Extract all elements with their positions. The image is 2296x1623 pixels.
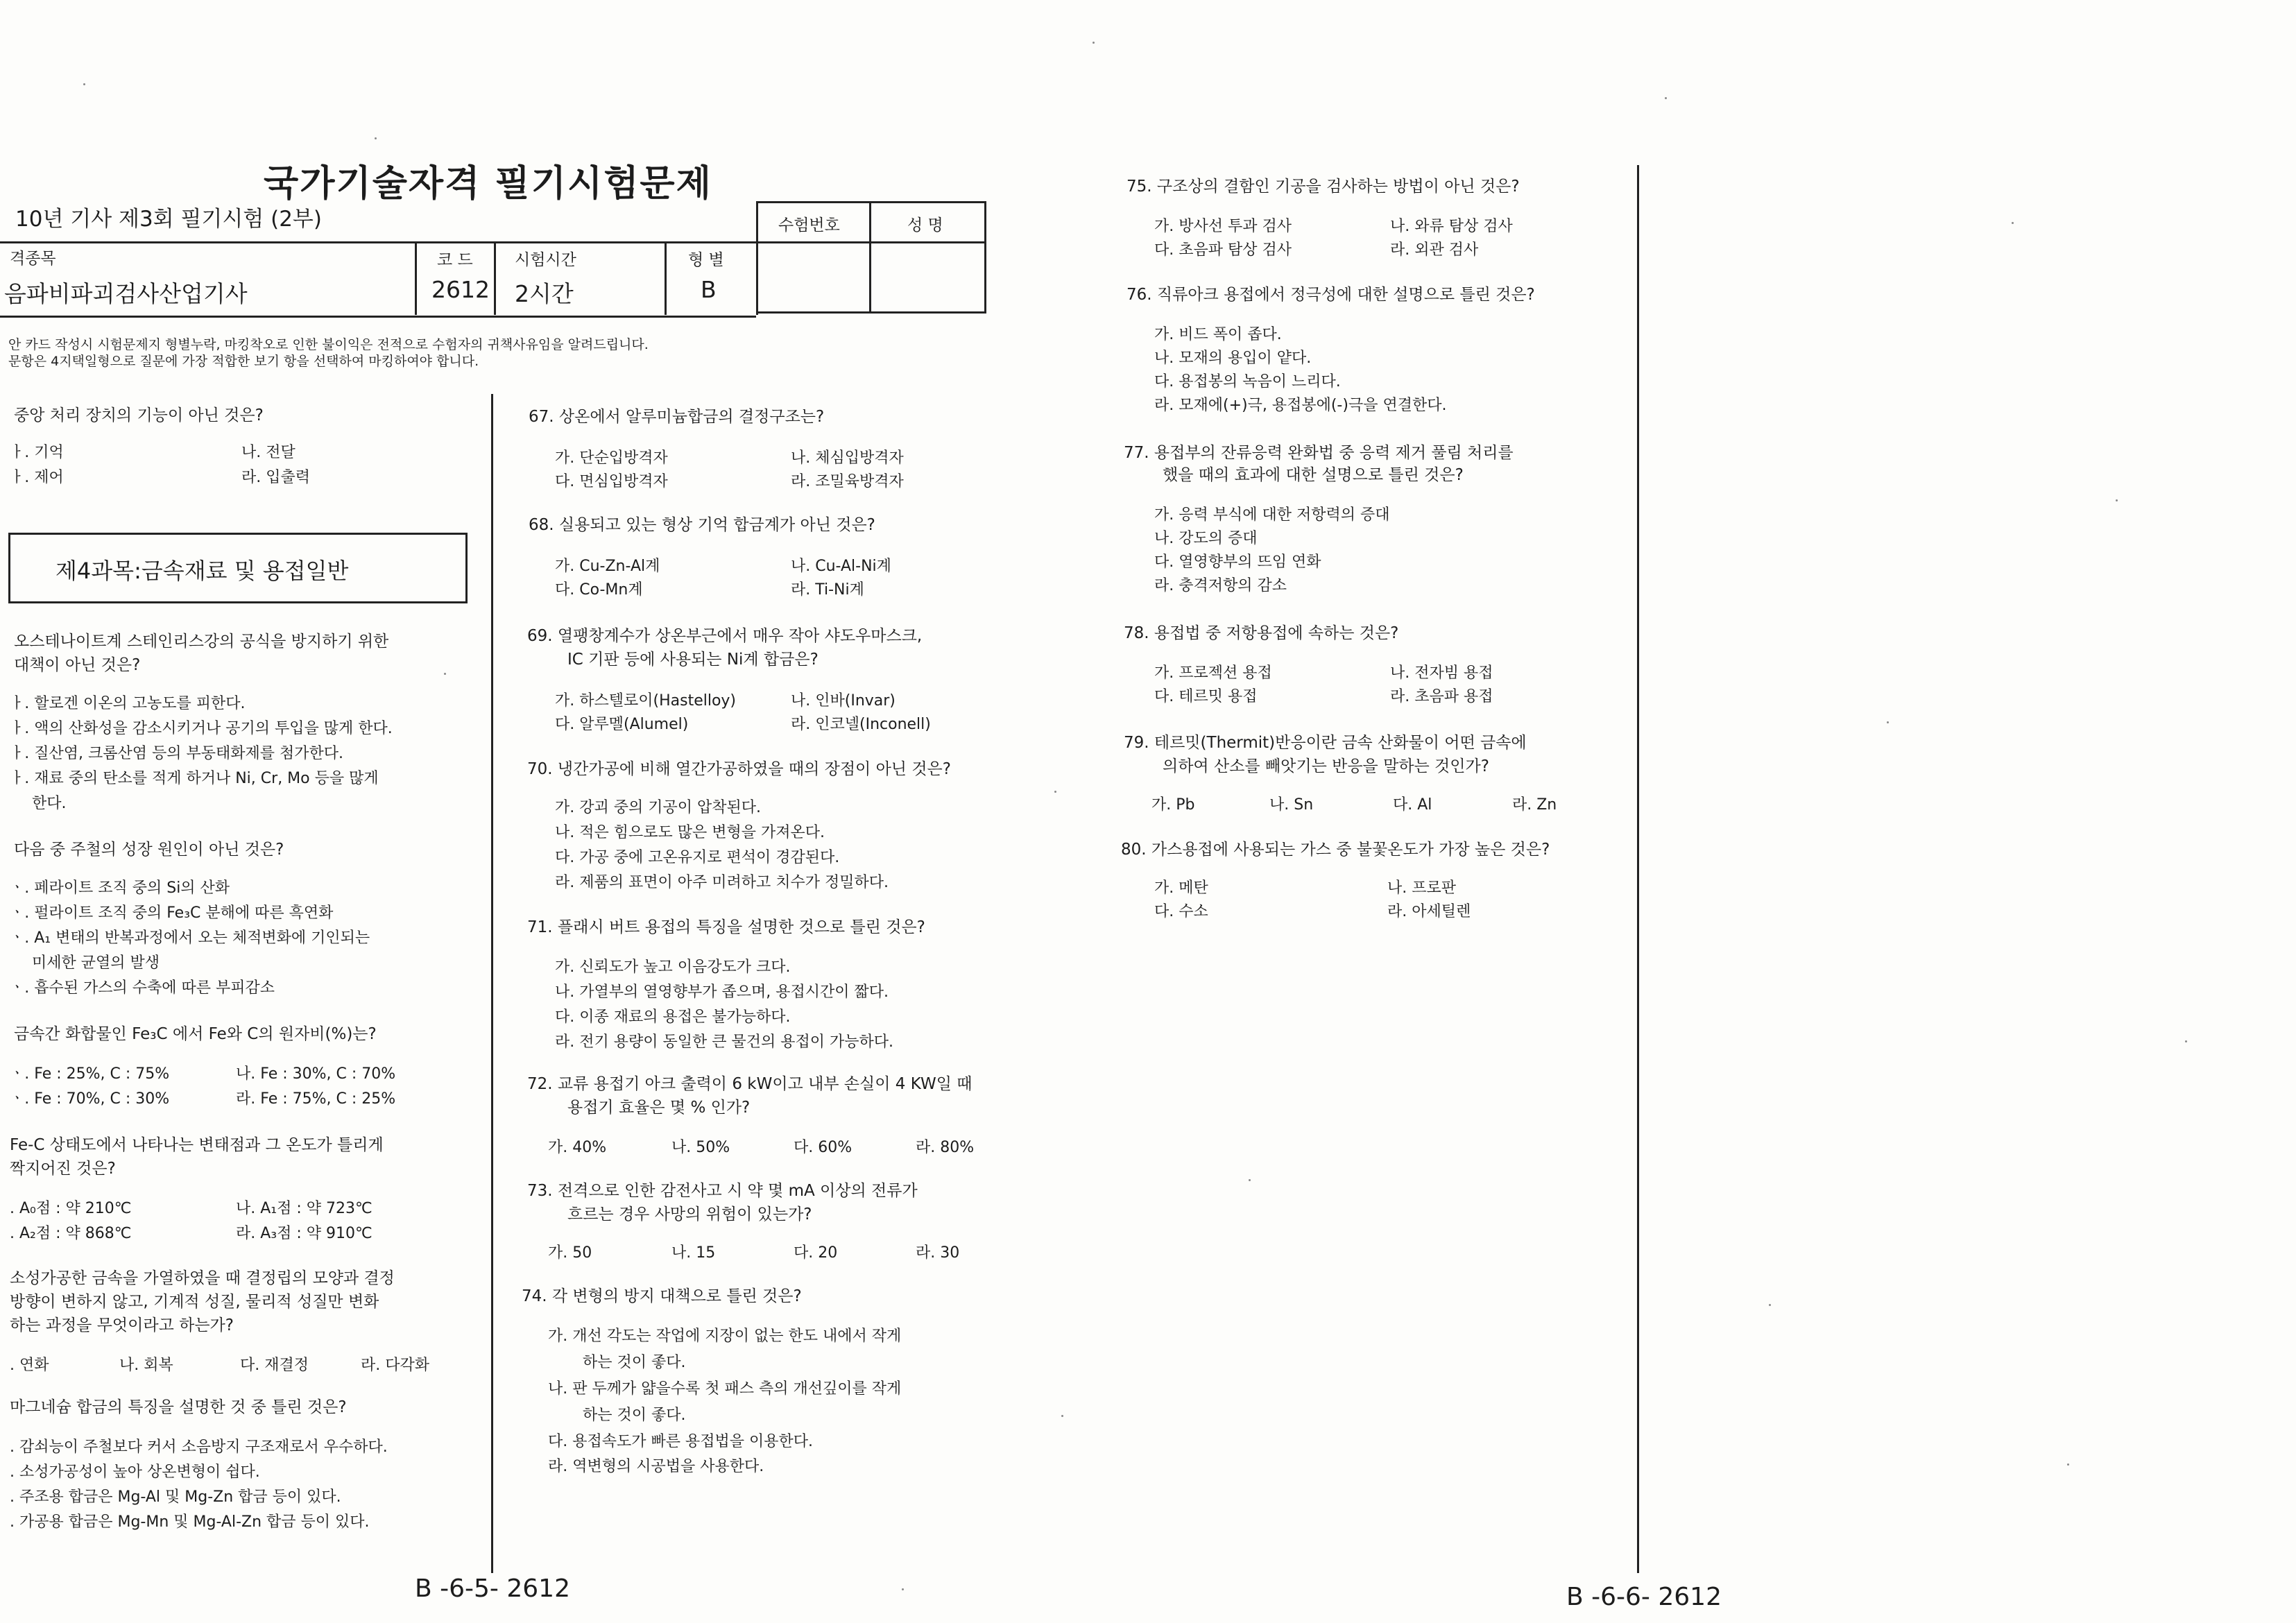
q67-option-1: 가. 단순입방격자 (555, 449, 668, 467)
q71-option-4: 라. 전기 용량이 동일한 큰 물건의 용접이 가능하다. (555, 1033, 893, 1051)
page-footer-left: B -6-5- 2612 (415, 1574, 570, 1603)
q64-option-1: . A₀점 : 약 210℃ (10, 1200, 132, 1217)
question-71: 71. 플래시 버트 용접의 특징을 설명한 것으로 틀린 것은? (527, 918, 925, 936)
q68-option-2: 나. Cu-Al-Ni계 (791, 558, 891, 575)
q63-option-4: 라. Fe : 75%, C : 25% (236, 1090, 396, 1108)
question-77-line1: 77. 용접부의 잔류응력 완화법 중 응력 제거 풀림 처리를 (1124, 444, 1514, 462)
q77-option-4: 라. 충격저항의 감소 (1154, 577, 1287, 594)
question-75: 75. 구조상의 결함인 기공을 검사하는 방법이 아닌 것은? (1126, 178, 1520, 196)
q70-option-4: 라. 제품의 표면이 아주 미려하고 치수가 정밀하다. (555, 874, 889, 891)
question-65-line2: 방향이 변하지 않고, 기계적 성질, 물리적 성질만 변화 (10, 1293, 379, 1311)
question-72-line2: 용접기 효율은 몇 % 인가? (567, 1099, 751, 1117)
q72-option-4: 라. 80% (916, 1139, 975, 1156)
q64-option-2: 나. A₁점 : 약 723℃ (236, 1200, 372, 1217)
type-value: B (701, 276, 717, 303)
question-70: 70. 냉간가공에 비해 열간가공하였을 때의 장점이 아닌 것은? (527, 760, 951, 778)
q70-option-1: 가. 강괴 중의 기공이 압착된다. (555, 799, 761, 816)
q72-option-2: 나. 50% (671, 1139, 730, 1156)
q74-option-3: 다. 용접속도가 빠른 용접법을 이용한다. (548, 1433, 813, 1450)
q68-option-3: 다. Co-Mn계 (555, 581, 643, 599)
q78-option-4: 라. 초음파 용접 (1390, 688, 1493, 705)
q61-option-4: ㅏ. 재료 중의 탄소를 적게 하거나 Ni, Cr, Mo 등을 많게 (10, 770, 379, 787)
q61-option-2: ㅏ. 액의 산화성을 감소시키거나 공기의 투입을 많게 한다. (10, 720, 393, 737)
q79-option-1: 가. Pb (1151, 796, 1195, 814)
q74-option-2b: 하는 것이 좋다. (583, 1407, 686, 1424)
q79-option-3: 다. Al (1393, 796, 1432, 814)
exam-subtitle: 10년 기사 제3회 필기시험 (2부) (15, 207, 322, 232)
question-0: 중앙 처리 장치의 기능이 아닌 것은? (14, 406, 264, 424)
q71-option-1: 가. 신뢰도가 높고 이음강도가 크다. (555, 959, 791, 976)
code-label: 코 드 (437, 251, 473, 269)
exam-number-label: 수험번호 (778, 216, 840, 234)
q71-option-3: 다. 이종 재료의 용접은 불가능하다. (555, 1008, 791, 1026)
q77-option-3: 다. 열영향부의 뜨임 연화 (1154, 553, 1321, 571)
q75-option-2: 나. 와류 탐상 검사 (1390, 218, 1513, 235)
q73-option-2: 나. 15 (671, 1244, 716, 1262)
question-73-line1: 73. 전격으로 인한 감전사고 시 약 몇 mA 이상의 전류가 (527, 1182, 918, 1200)
q78-option-3: 다. 테르밋 용접 (1154, 688, 1258, 705)
q80-option-2: 나. 프로판 (1387, 879, 1456, 897)
q69-option-3: 다. 알루멜(Alumel) (555, 716, 689, 733)
notice-1: 안 카드 작성시 시험문제지 형별누락, 마킹착오로 인한 불이익은 전적으로 수험자의 귀책사유임을 알려드립니다. (8, 337, 649, 352)
q64-option-4: 라. A₃점 : 약 910℃ (236, 1225, 372, 1242)
q62-option-1: ㆍ. 페라이트 조직 중의 Si의 산화 (10, 879, 230, 897)
question-73-line2: 흐르는 경우 사망의 위험이 있는가? (567, 1205, 812, 1223)
q73-option-4: 라. 30 (916, 1244, 960, 1262)
question-74: 74. 각 변형의 방지 대책으로 틀린 것은? (522, 1287, 802, 1305)
field-value: 음파비파괴검사산업기사 (4, 280, 248, 307)
q72-option-3: 다. 60% (794, 1139, 853, 1156)
question-77-line2: 했을 때의 효과에 대한 설명으로 틀린 것은? (1163, 466, 1464, 484)
q66-option-1: . 감쇠능이 주철보다 커서 소음방지 구조재로서 우수하다. (10, 1439, 388, 1456)
question-64-line1: Fe-C 상태도에서 나타나는 변태점과 그 온도가 틀리게 (10, 1136, 384, 1154)
question-61-line2: 대책이 아닌 것은? (14, 656, 141, 674)
q78-option-2: 나. 전자빔 용접 (1390, 664, 1493, 682)
q61-option-3: ㅏ. 질산염, 크롬산염 등의 부동태화제를 첨가한다. (10, 745, 343, 762)
question-72-line1: 72. 교류 용접기 아크 출력이 6 kW이고 내부 손실이 4 KW일 때 (527, 1075, 973, 1093)
question-80: 80. 가스용접에 사용되는 가스 중 불꽃온도가 가장 높은 것은? (1121, 841, 1550, 859)
q69-option-4: 라. 인코넬(Inconell) (791, 716, 931, 733)
q78-option-1: 가. 프로젝션 용접 (1154, 664, 1272, 682)
q65-option-2: 나. 회복 (119, 1357, 173, 1374)
question-69-line1: 69. 열팽창계수가 상온부근에서 매우 작아 샤도우마스크, (527, 627, 923, 645)
q75-option-1: 가. 방사선 투과 검사 (1154, 218, 1292, 235)
q77-option-1: 가. 응력 부식에 대한 저항력의 증대 (1154, 506, 1390, 524)
question-66: 마그네슘 합금의 특징을 설명한 것 중 틀린 것은? (10, 1398, 347, 1416)
q76-option-1: 가. 비드 폭이 좁다. (1154, 326, 1282, 343)
q79-option-4: 라. Zn (1512, 796, 1557, 814)
q62-option-3b: 미세한 균열의 발생 (32, 954, 160, 972)
q67-option-2: 나. 체심입방격자 (791, 449, 904, 467)
question-76: 76. 직류아크 용접에서 정극성에 대한 설명으로 틀린 것은? (1126, 286, 1535, 304)
q62-option-4: ㆍ. 흡수된 가스의 수축에 따른 부피감소 (10, 979, 275, 997)
q66-option-2: . 소성가공성이 높아 상온변형이 쉽다. (10, 1463, 260, 1481)
q79-option-2: 나. Sn (1269, 796, 1314, 814)
question-64-line2: 짝지어진 것은? (10, 1160, 116, 1178)
time-value: 2시간 (515, 280, 574, 307)
name-label: 성 명 (907, 216, 943, 234)
q77-option-2: 나. 강도의 증대 (1154, 530, 1258, 547)
q66-option-3: . 주조용 합금은 Mg-Al 및 Mg-Zn 합금 등이 있다. (10, 1488, 341, 1506)
q63-option-2: 나. Fe : 30%, C : 70% (236, 1065, 396, 1083)
q0-option-2: 나. 전달 (241, 444, 295, 461)
q62-option-2: ㆍ. 펄라이트 조직 중의 Fe₃C 분해에 따른 흑연화 (10, 904, 334, 922)
q75-option-4: 라. 외관 검사 (1390, 241, 1479, 259)
question-65-line3: 하는 과정을 무엇이라고 하는가? (10, 1316, 234, 1334)
notice-2: 문항은 4지택일형으로 질문에 가장 적합한 보기 항을 선택하여 마킹하여야 합니다. (8, 354, 479, 369)
q67-option-4: 라. 조밀육방격자 (791, 473, 904, 490)
q0-option-1: ㅏ. 기억 (10, 444, 64, 461)
q76-option-2: 나. 모재의 용입이 얕다. (1154, 350, 1312, 367)
question-68: 68. 실용되고 있는 형상 기억 합금계가 아닌 것은? (529, 516, 875, 534)
q74-option-1: 가. 개선 각도는 작업에 지장이 없는 한도 내에서 작게 (548, 1328, 902, 1345)
q65-option-4: 라. 다각화 (361, 1357, 429, 1374)
question-65-line1: 소성가공한 금속을 가열하였을 때 결정립의 모양과 결정 (10, 1269, 395, 1287)
question-61-line1: 오스테나이트계 스테인리스강의 공식을 방지하기 위한 (14, 633, 389, 651)
q65-option-1: . 연화 (10, 1357, 49, 1374)
q63-option-3: ㆍ. Fe : 70%, C : 30% (10, 1090, 170, 1108)
q69-option-1: 가. 하스텔로이(Hastelloy) (555, 692, 737, 710)
q67-option-3: 다. 면심입방격자 (555, 473, 668, 490)
field-label: 격종목 (10, 250, 56, 268)
question-79-line1: 79. 테르밋(Thermit)반응이란 금속 산화물이 어떤 금속에 (1124, 734, 1527, 752)
type-label: 형 별 (688, 251, 724, 269)
q74-option-2: 나. 판 두께가 얇을수록 첫 패스 측의 개선깊이를 작게 (548, 1380, 902, 1398)
q68-option-4: 라. Ti-Ni계 (791, 581, 864, 599)
q80-option-1: 가. 메탄 (1154, 879, 1208, 897)
page-footer-right: B -6-6- 2612 (1566, 1583, 1722, 1611)
question-78: 78. 용접법 중 저항용접에 속하는 것은? (1124, 624, 1399, 642)
q65-option-3: 다. 재결정 (240, 1357, 309, 1374)
q0-option-4: 라. 입출력 (241, 469, 310, 486)
q71-option-2: 나. 가열부의 열영향부가 좁으며, 용접시간이 짧다. (555, 984, 889, 1001)
question-67: 67. 상온에서 알루미늄합금의 결정구조는? (529, 408, 825, 426)
q63-option-1: ㆍ. Fe : 25%, C : 75% (10, 1065, 170, 1083)
q80-option-3: 다. 수소 (1154, 903, 1208, 920)
q70-option-2: 나. 적은 힘으로도 많은 변형을 가져온다. (555, 824, 825, 841)
page-title: 국가기술자격 필기시험문제 (264, 163, 712, 205)
q76-option-3: 다. 용접봉의 녹음이 느리다. (1154, 373, 1341, 390)
q68-option-1: 가. Cu-Zn-Al계 (555, 558, 660, 575)
q69-option-2: 나. 인바(Invar) (791, 692, 896, 710)
q73-option-3: 다. 20 (794, 1244, 838, 1262)
column-divider (1637, 165, 1639, 1573)
q61-option-1: ㅏ. 할로겐 이온의 고농도를 피한다. (10, 695, 246, 712)
q66-option-4: . 가공용 합금은 Mg-Mn 및 Mg-Al-Zn 합금 등이 있다. (10, 1513, 370, 1531)
question-63: 금속간 화합물인 Fe₃C 에서 Fe와 C의 원자비(%)는? (14, 1025, 377, 1043)
time-label: 시험시간 (515, 251, 576, 269)
q0-option-3: ㅏ. 제어 (10, 469, 64, 486)
q64-option-3: . A₂점 : 약 868℃ (10, 1225, 132, 1242)
question-79-line2: 의하여 산소를 빼앗기는 반응을 말하는 것인가? (1163, 757, 1489, 775)
q61-option-4b: 한다. (32, 795, 67, 812)
section-title: 제4과목:금속재료 및 용접일반 (55, 558, 349, 584)
question-62: 다음 중 주철의 성장 원인이 아닌 것은? (14, 841, 284, 859)
column-divider (491, 394, 493, 1573)
question-69-line2: IC 기판 등에 사용되는 Ni계 합금은? (567, 651, 819, 669)
q62-option-3: ㆍ. A₁ 변태의 반복과정에서 오는 체적변화에 기인되는 (10, 929, 370, 947)
q75-option-3: 다. 초음파 탐상 검사 (1154, 241, 1292, 259)
q74-option-1b: 하는 것이 좋다. (583, 1354, 686, 1371)
code-value: 2612 (431, 276, 490, 303)
q76-option-4: 라. 모재에(+)극, 용접봉에(-)극을 연결한다. (1154, 397, 1447, 414)
q73-option-1: 가. 50 (548, 1244, 592, 1262)
q72-option-1: 가. 40% (548, 1139, 607, 1156)
q74-option-4: 라. 역변형의 시공법을 사용한다. (548, 1458, 764, 1475)
q70-option-3: 다. 가공 중에 고온유지로 편석이 경감된다. (555, 849, 840, 866)
q80-option-4: 라. 아세틸렌 (1387, 903, 1471, 920)
